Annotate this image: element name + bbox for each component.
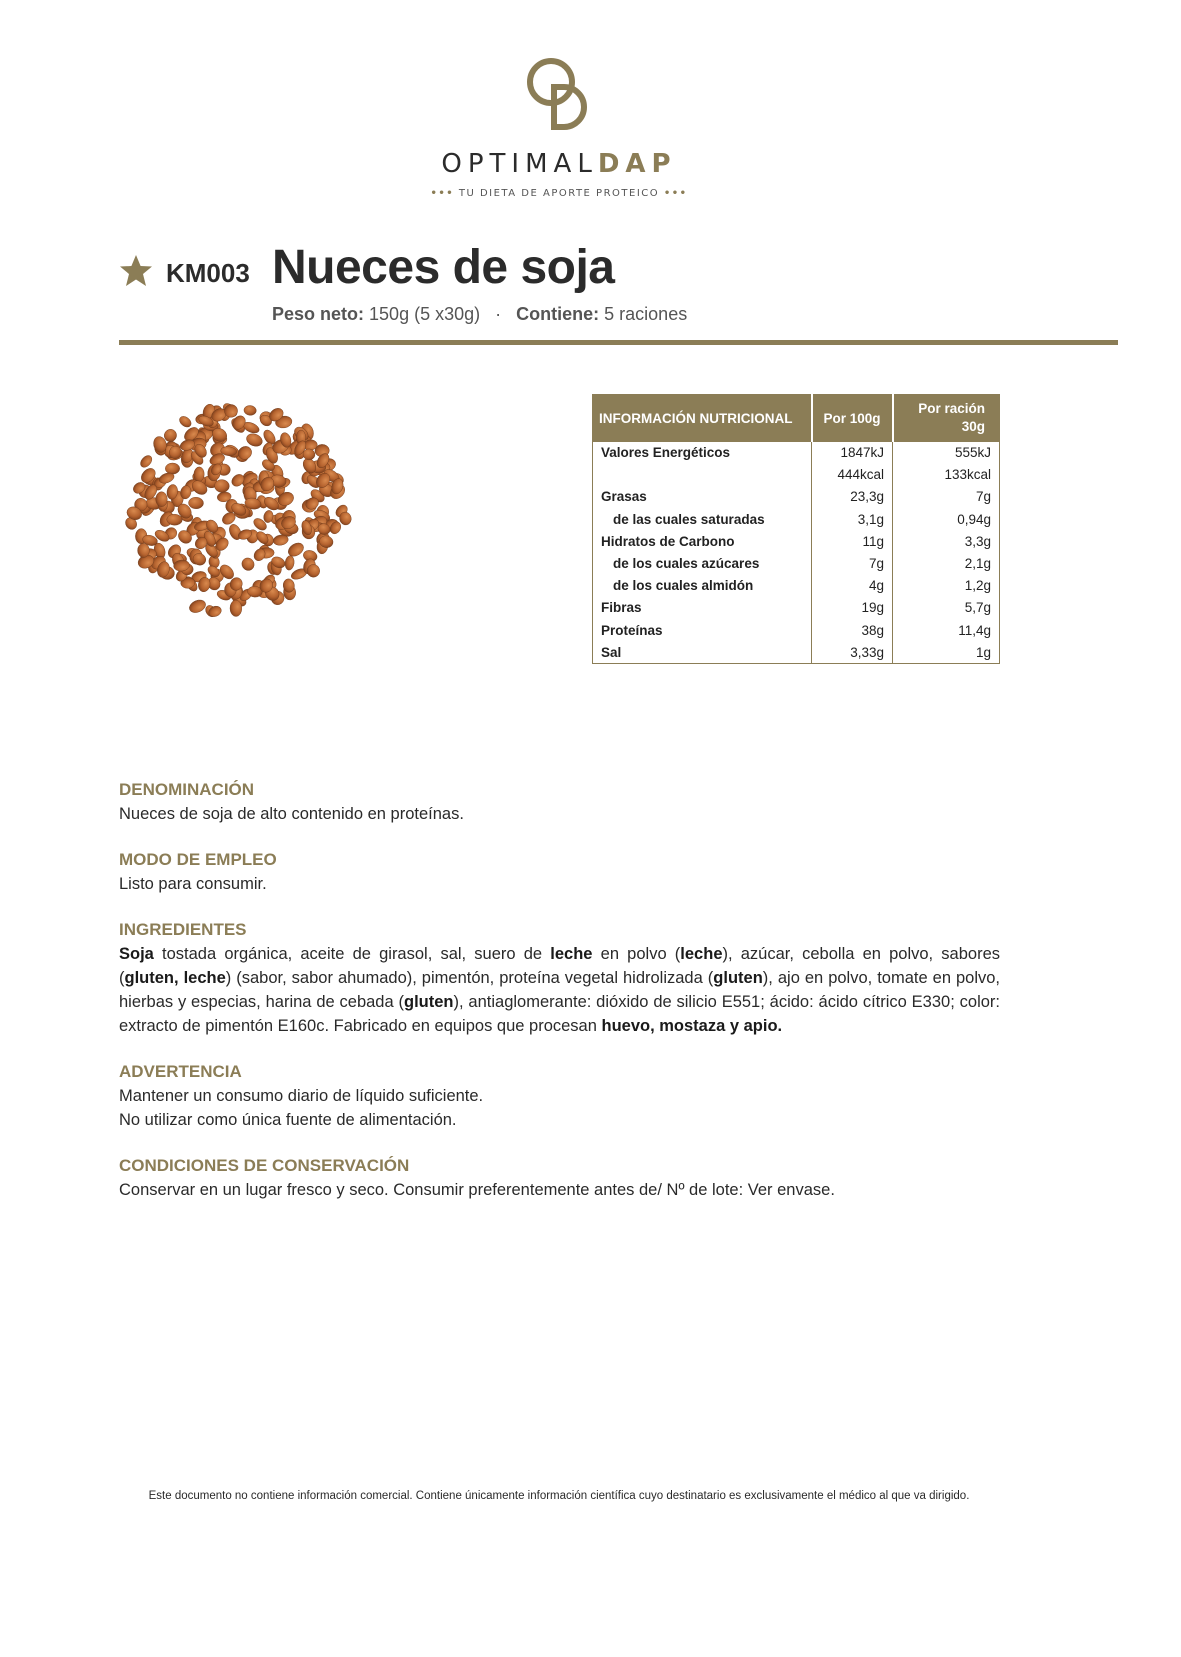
allergen-text: gluten <box>404 993 454 1011</box>
nutrition-header-label: INFORMACIÓN NUTRICIONAL <box>593 395 812 442</box>
section-text: No utilizar como única fuente de alimentación. <box>119 1111 457 1129</box>
nutrition-row <box>593 641 1000 663</box>
section-text: Mantener un consumo diario de líquido suficiente. <box>119 1087 484 1105</box>
nutrient-per-serving: 555kJ <box>893 442 1000 464</box>
nutrient-per-serving: 5,7g <box>893 597 1000 619</box>
nutrient-per-serving: 3,3g <box>893 530 1000 552</box>
nutrition-row <box>593 597 1000 619</box>
section-heading: INGREDIENTES <box>119 920 247 939</box>
nutrition-header-row <box>593 395 1000 442</box>
ingredients-text <box>119 942 1000 1038</box>
section-heading: CONDICIONES DE CONSERVACIÓN <box>119 1156 410 1175</box>
allergen-text: Soja <box>119 945 154 963</box>
section-heading: DENOMINACIÓN <box>119 780 255 799</box>
ingredient-text: ), antiaglomerante: dióxido de silicio E551; ácido: ácido cítrico E330; color: extracto de pimentón E160c. Fabricado en equipos que procesan <box>119 993 1000 1035</box>
section-advertencia <box>119 1060 1000 1132</box>
nutrient-per-serving: 0,94g <box>893 508 1000 530</box>
nutrition-row <box>593 464 1000 486</box>
nutrient-per100: 23,3g <box>812 486 893 508</box>
nutrition-header-per100: Por 100g <box>812 395 893 442</box>
brand-logo <box>0 55 1118 199</box>
soy-nuts-image <box>118 395 358 627</box>
nutrient-per-serving: 7g <box>893 486 1000 508</box>
tagline-dots-right: ••• <box>663 188 688 199</box>
nutrient-per100: 4g <box>812 575 893 597</box>
product-subline <box>272 304 687 325</box>
section-conservacion <box>119 1154 1000 1202</box>
section-ingredientes <box>119 918 1000 1038</box>
product-title: Nueces de soja <box>272 241 615 294</box>
brand-tagline <box>0 188 1118 199</box>
nutrient-per100: 11g <box>812 530 893 552</box>
nutrient-label: de los cuales azúcares <box>593 552 812 574</box>
tagline-text: TU DIETA DE APORTE PROTEICO <box>458 188 660 199</box>
ingredient-text: ), azúcar, cebolla en polvo, sabores ( <box>119 945 1001 987</box>
nutrient-label: Valores Energéticos <box>593 442 812 464</box>
nutrition-row <box>593 486 1000 508</box>
contains-value: 5 raciones <box>604 304 688 324</box>
nutrition-table <box>592 394 1000 664</box>
section-modo-empleo <box>119 848 1000 896</box>
ingredient-text: tostada orgánica, aceite de girasol, sal, suero de <box>153 945 551 963</box>
allergen-text: huevo, mostaza y apio. <box>601 1017 783 1035</box>
allergen-text: leche <box>550 945 593 963</box>
nutrient-label: Sal <box>593 641 812 663</box>
nutrient-per100: 444kcal <box>812 464 893 486</box>
nutrient-per100: 3,33g <box>812 641 893 663</box>
net-weight-label: Peso neto: <box>272 304 365 324</box>
nutrient-label: Proteínas <box>593 619 812 641</box>
section-denominacion <box>119 778 1000 826</box>
nutrient-label: Fibras <box>593 597 812 619</box>
nutrient-per-serving: 133kcal <box>893 464 1000 486</box>
od-monogram-logo <box>524 55 594 131</box>
footer-disclaimer: Este documento no contiene información comercial. Contiene únicamente información científica cuyo destinatario es exclusivamente el médico al que va dirigido. <box>148 1490 970 1502</box>
section-heading: ADVERTENCIA <box>119 1062 242 1081</box>
net-weight-value: 150g (5 x30g) <box>369 304 481 324</box>
allergen-text: leche <box>680 945 723 963</box>
nutrient-per100: 7g <box>812 552 893 574</box>
product-code: KM003 <box>166 258 250 288</box>
nutrient-per100: 19g <box>812 597 893 619</box>
section-text: Nueces de soja de alto contenido en proteínas. <box>119 805 464 823</box>
nutrient-label: de los cuales almidón <box>593 575 812 597</box>
allergen-text: gluten <box>713 969 763 987</box>
tagline-dots-left: ••• <box>430 188 455 199</box>
nutrition-row <box>593 442 1000 464</box>
nutrition-row <box>593 575 1000 597</box>
section-text: Listo para consumir. <box>119 875 267 893</box>
nutrient-label: de las cuales saturadas <box>593 508 812 530</box>
ingredient-text: en polvo ( <box>592 945 681 963</box>
nutrition-row <box>593 530 1000 552</box>
nutrient-per-serving: 11,4g <box>893 619 1000 641</box>
star-icon <box>118 253 154 289</box>
nutrient-per100: 38g <box>812 619 893 641</box>
nutrient-label: Hidratos de Carbono <box>593 530 812 552</box>
section-text: Conservar en un lugar fresco y seco. Consumir preferentemente antes de/ Nº de lote: Ver envase. <box>119 1181 835 1199</box>
nutrition-row <box>593 508 1000 530</box>
nutrient-per100: 1847kJ <box>812 442 893 464</box>
nutrition-row <box>593 552 1000 574</box>
brand-name-part1: OPTIMAL <box>441 149 598 179</box>
allergen-text: gluten, leche <box>124 969 226 987</box>
ingredient-text: ), ajo en polvo, tomate en polvo, hierbas y especias, harina de cebada ( <box>119 969 1001 1011</box>
nutrient-per-serving: 1g <box>893 641 1000 663</box>
nutrient-label: Grasas <box>593 486 812 508</box>
nutrient-label <box>593 464 812 486</box>
brand-name-part2: DAP <box>597 149 677 179</box>
ingredient-text: ) (sabor, sabor ahumado), pimentón, proteína vegetal hidrolizada ( <box>225 969 714 987</box>
contains-label: Contiene: <box>516 304 600 324</box>
nutrient-per-serving: 1,2g <box>893 575 1000 597</box>
brand-name <box>0 149 1118 179</box>
subline-separator: · <box>495 304 502 324</box>
nutrition-header-per-serving: Por ración 30g <box>893 395 1000 442</box>
header-divider <box>119 340 1118 345</box>
nutrient-per100: 3,1g <box>812 508 893 530</box>
nutrition-row <box>593 619 1000 641</box>
product-details <box>119 778 1000 1224</box>
nutrient-per-serving: 2,1g <box>893 552 1000 574</box>
section-heading: MODO DE EMPLEO <box>119 850 277 869</box>
